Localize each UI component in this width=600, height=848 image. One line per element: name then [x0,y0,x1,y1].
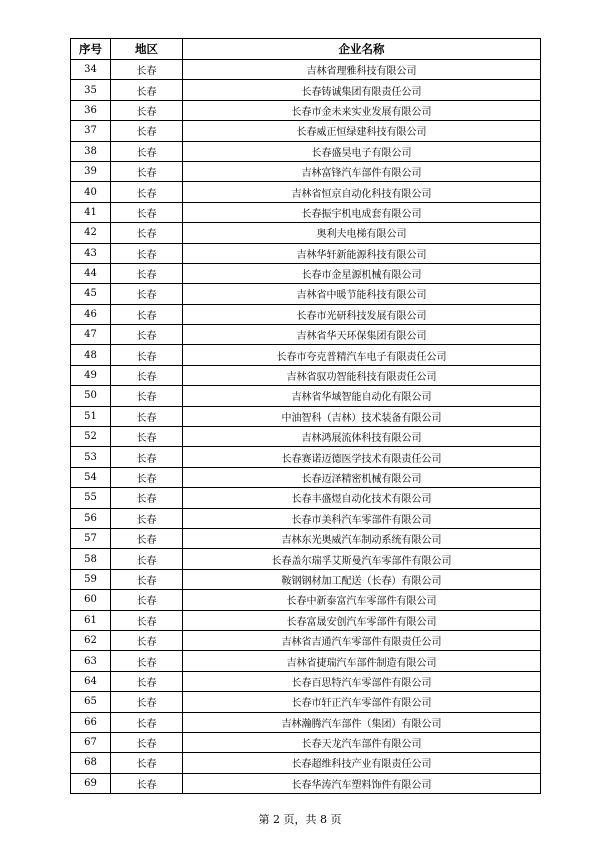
cell-region: 长春 [111,569,183,589]
cell-company-name: 长春市轩正汽车零部件有限公司 [183,692,541,712]
cell-company-name: 长春市美科汽车零部件有限公司 [183,508,541,528]
cell-region: 长春 [111,508,183,528]
cell-region: 长春 [111,243,183,263]
cell-region: 长春 [111,692,183,712]
cell-region: 长春 [111,671,183,691]
cell-company-name: 奥利夫电梯有限公司 [183,223,541,243]
cell-company-name: 长春超维科技产业有限责任公司 [183,753,541,773]
cell-company-name: 长春市金星源机械有限公司 [183,263,541,283]
cell-index: 69 [71,773,111,793]
cell-company-name: 长春振宇机电成套有限公司 [183,202,541,222]
cell-index: 41 [71,202,111,222]
cell-index: 50 [71,386,111,406]
table-row [71,161,541,181]
cell-company-name: 吉林富锋汽车部件有限公司 [183,161,541,181]
table-row [71,427,541,447]
cell-region: 长春 [111,549,183,569]
cell-region: 长春 [111,202,183,222]
cell-company-name: 吉林省中暖节能科技有限公司 [183,284,541,304]
cell-company-name: 长春赛诺迈德医学技术有限责任公司 [183,447,541,467]
table-row [71,202,541,222]
cell-index: 35 [71,80,111,100]
table-row [71,732,541,752]
table-row [71,549,541,569]
cell-region: 长春 [111,284,183,304]
cell-index: 52 [71,427,111,447]
table-row [71,773,541,793]
cell-region: 长春 [111,365,183,385]
cell-company-name: 长春迈泽精密机械有限公司 [183,467,541,487]
header-region: 地区 [111,39,183,60]
cell-index: 62 [71,630,111,650]
cell-index: 51 [71,406,111,426]
cell-index: 46 [71,304,111,324]
cell-index: 45 [71,284,111,304]
cell-index: 61 [71,610,111,630]
table-row [71,223,541,243]
cell-company-name: 长春市金未来实业发展有限公司 [183,100,541,120]
cell-region: 长春 [111,712,183,732]
cell-index: 48 [71,345,111,365]
cell-index: 64 [71,671,111,691]
cell-index: 63 [71,651,111,671]
cell-index: 49 [71,365,111,385]
cell-company-name: 长春市夸克普精汽车电子有限责任公司 [183,345,541,365]
cell-index: 55 [71,488,111,508]
table-row [71,528,541,548]
cell-index: 43 [71,243,111,263]
cell-company-name: 长春威正恒绿建科技有限公司 [183,121,541,141]
table-row [71,80,541,100]
table-row [71,304,541,324]
table-row [71,263,541,283]
header-index: 序号 [71,39,111,60]
cell-index: 65 [71,692,111,712]
table-row [71,284,541,304]
cell-company-name: 长春百思特汽车零部件有限公司 [183,671,541,691]
cell-company-name: 吉林省捷瑞汽车部件制造有限公司 [183,651,541,671]
cell-index: 58 [71,549,111,569]
table-row [71,100,541,120]
table-row [71,325,541,345]
table-row [71,141,541,161]
cell-company-name: 吉林省吉通汽车零部件有限责任公司 [183,630,541,650]
page-number: 第 2 页，共 8 页 [258,813,342,826]
cell-index: 59 [71,569,111,589]
cell-index: 57 [71,528,111,548]
cell-region: 长春 [111,345,183,365]
cell-region: 长春 [111,141,183,161]
table-row [71,651,541,671]
cell-company-name: 吉林省驭功智能科技有限责任公司 [183,365,541,385]
table-row [71,467,541,487]
cell-company-name: 吉林省华域智能自动化有限公司 [183,386,541,406]
cell-company-name: 吉林省华天环保集团有限公司 [183,325,541,345]
cell-company-name: 长春富晟安创汽车零部件有限公司 [183,610,541,630]
table-row [71,386,541,406]
table-row [71,712,541,732]
table-row [71,692,541,712]
cell-region: 长春 [111,223,183,243]
table-body [71,60,541,794]
cell-region: 长春 [111,630,183,650]
table-row [71,569,541,589]
header-company-name: 企业名称 [183,39,541,60]
cell-index: 66 [71,712,111,732]
cell-company-name: 长春丰盛煜自动化技术有限公司 [183,488,541,508]
cell-company-name: 吉林省恒京自动化科技有限公司 [183,182,541,202]
cell-index: 39 [71,161,111,181]
cell-region: 长春 [111,753,183,773]
cell-region: 长春 [111,386,183,406]
cell-index: 34 [71,60,111,80]
cell-region: 长春 [111,732,183,752]
cell-region: 长春 [111,182,183,202]
cell-company-name: 吉林东光奥威汽车制动系统有限公司 [183,528,541,548]
cell-region: 长春 [111,121,183,141]
cell-index: 68 [71,753,111,773]
cell-region: 长春 [111,773,183,793]
cell-region: 长春 [111,60,183,80]
cell-region: 长春 [111,406,183,426]
cell-region: 长春 [111,427,183,447]
cell-index: 40 [71,182,111,202]
cell-index: 36 [71,100,111,120]
table-row [71,345,541,365]
table-row [71,365,541,385]
table-row [71,590,541,610]
table-row [71,610,541,630]
cell-region: 长春 [111,263,183,283]
cell-company-name: 吉林鸿展流体科技有限公司 [183,427,541,447]
cell-region: 长春 [111,467,183,487]
table-row [71,508,541,528]
cell-region: 长春 [111,100,183,120]
cell-region: 长春 [111,325,183,345]
cell-company-name: 长春盖尔瑞孚艾斯曼汽车零部件有限公司 [183,549,541,569]
cell-company-name: 吉林华轩新能源科技有限公司 [183,243,541,263]
cell-index: 44 [71,263,111,283]
table-row [71,121,541,141]
cell-index: 42 [71,223,111,243]
cell-company-name: 中油智科（吉林）技术装备有限公司 [183,406,541,426]
cell-index: 37 [71,121,111,141]
cell-region: 长春 [111,610,183,630]
cell-region: 长春 [111,651,183,671]
table-row [71,447,541,467]
cell-index: 67 [71,732,111,752]
cell-region: 长春 [111,161,183,181]
cell-index: 56 [71,508,111,528]
cell-company-name: 长春盛昊电子有限公司 [183,141,541,161]
cell-index: 60 [71,590,111,610]
cell-company-name: 吉林瀚腾汽车部件（集团）有限公司 [183,712,541,732]
cell-company-name: 鞍钢钢材加工配送（长春）有限公司 [183,569,541,589]
cell-region: 长春 [111,590,183,610]
cell-index: 54 [71,467,111,487]
cell-index: 47 [71,325,111,345]
cell-company-name: 长春天龙汽车部件有限公司 [183,732,541,752]
cell-company-name: 长春中新泰富汽车零部件有限公司 [183,590,541,610]
cell-company-name: 吉林省理雅科技有限公司 [183,60,541,80]
cell-region: 长春 [111,528,183,548]
cell-company-name: 长春市光研科技发展有限公司 [183,304,541,324]
cell-index: 53 [71,447,111,467]
table-row [71,243,541,263]
table-row [71,182,541,202]
cell-company-name: 长春华涛汽车塑料饰件有限公司 [183,773,541,793]
cell-region: 长春 [111,488,183,508]
company-table [70,38,541,794]
table-row [71,406,541,426]
table-header-row [71,39,541,60]
table-row [71,60,541,80]
table-row [71,753,541,773]
table-row [71,671,541,691]
cell-region: 长春 [111,447,183,467]
cell-region: 长春 [111,304,183,324]
cell-index: 38 [71,141,111,161]
table-row [71,630,541,650]
table-row [71,488,541,508]
cell-company-name: 长春铸诚集团有限责任公司 [183,80,541,100]
cell-region: 长春 [111,80,183,100]
